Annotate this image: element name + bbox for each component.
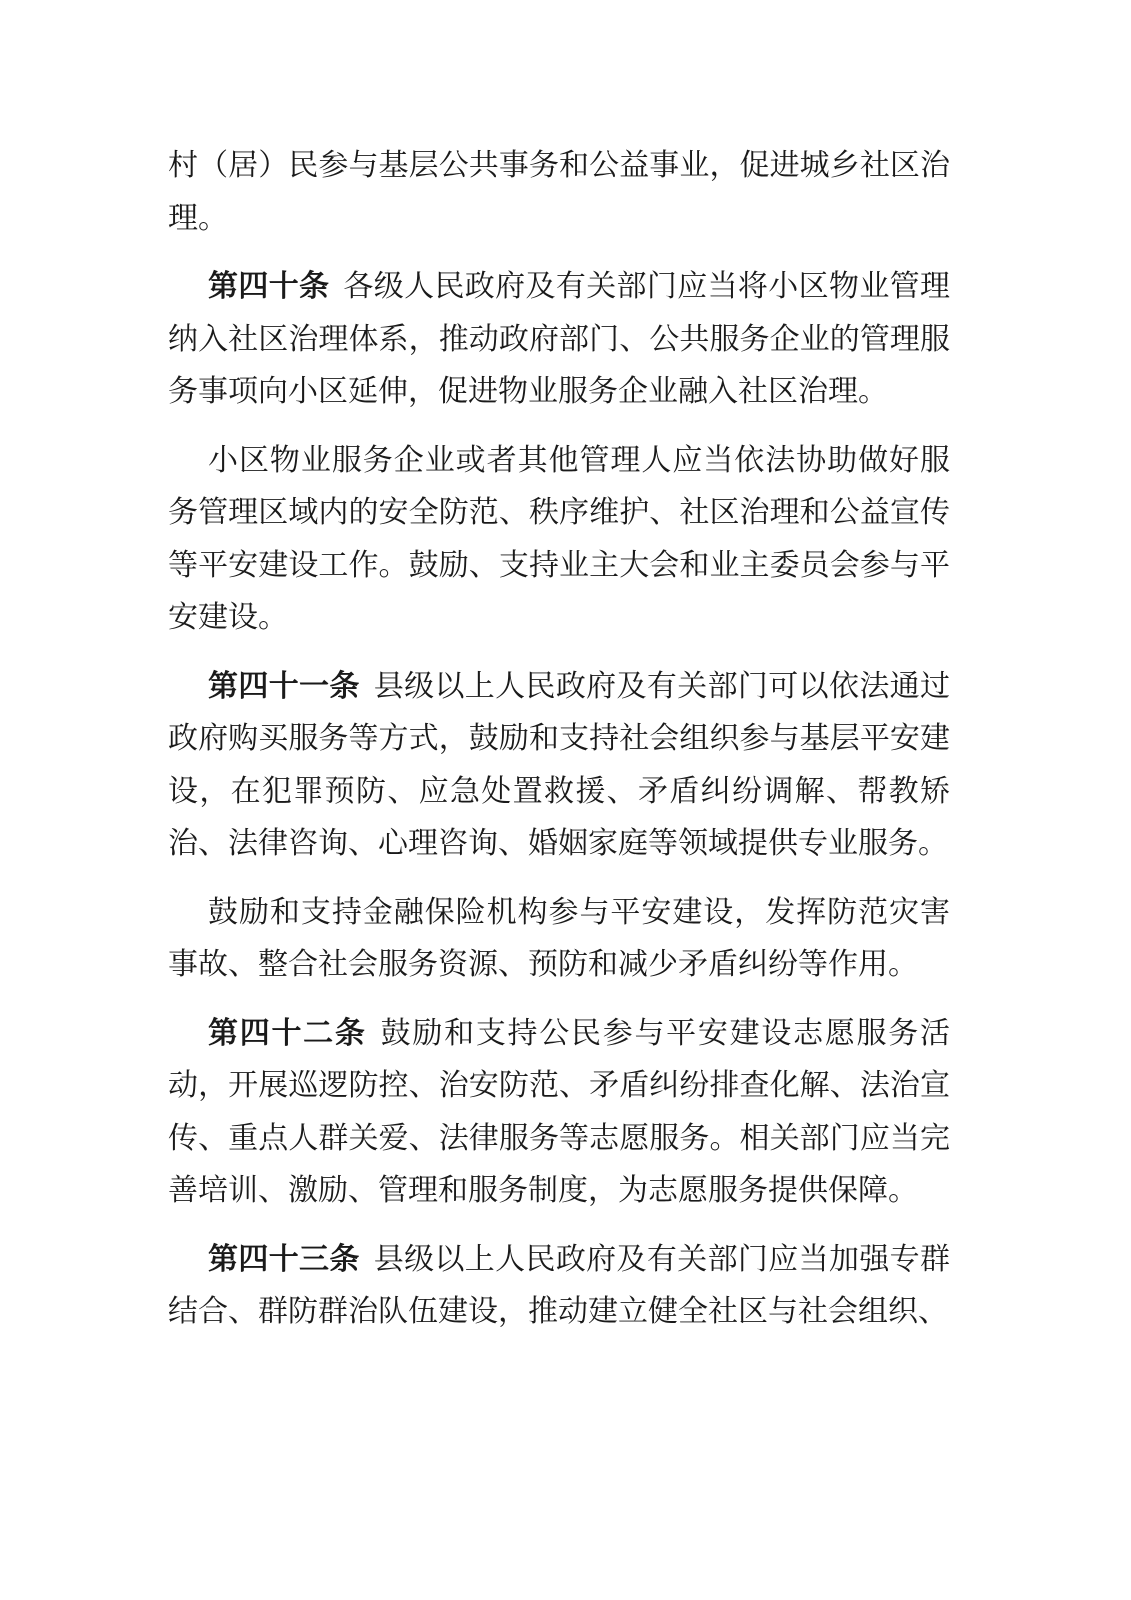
paragraph xyxy=(168,435,950,645)
article-42 xyxy=(168,1008,950,1218)
paragraph xyxy=(168,887,950,992)
article-40 xyxy=(168,261,950,419)
paragraph-text: 鼓励和支持金融保险机构参与平安建设，发挥防范灾害事故、整合社会服务资源、预防和减少矛盾纠纷等作用。 xyxy=(168,894,950,982)
paragraph-text: 小区物业服务企业或者其他管理人应当依法协助做好服务管理区域内的安全防范、秩序维护、社区治理和公益宣传等平安建设工作。鼓励、支持业主大会和业主委员会参与平安建设。 xyxy=(168,442,950,635)
article-number: 第四十二条 xyxy=(208,1015,367,1051)
article-number: 第四十一条 xyxy=(208,668,360,704)
document-page xyxy=(168,140,950,1355)
article-number: 第四十条 xyxy=(208,269,330,304)
paragraph-text: 村（居）民参与基层公共事务和公益事业，促进城乡社区治理。 xyxy=(168,148,950,236)
paragraph-text: 县级以上人民政府及有关部门应当加强专群结合、群防群治队伍建设，推动建立健全社区与社会组织、 xyxy=(168,1241,951,1329)
paragraph-text: 各级人民政府及有关部门应当将小区物业管理纳入社区治理体系，推动政府部门、公共服务企业的管理服务事项向小区延伸，促进物业服务企业融入社区治理。 xyxy=(168,269,951,409)
article-41 xyxy=(168,661,950,871)
article-43 xyxy=(168,1234,950,1339)
paragraph-text: 县级以上人民政府及有关部门可以依法通过政府购买服务等方式，鼓励和支持社会组织参与基层平安建设，在犯罪预防、应急处置救援、矛盾纠纷调解、帮教矫治、法律咨询、心理咨询、婚姻家庭等领域提供专业服务。 xyxy=(168,668,951,861)
article-number: 第四十三条 xyxy=(208,1241,360,1277)
paragraph-continuation xyxy=(168,140,950,245)
paragraph-text: 鼓励和支持公民参与平安建设志愿服务活动，开展巡逻防控、治安防范、矛盾纠纷排查化解、法治宣传、重点人群关爱、法律服务等志愿服务。相关部门应当完善培训、激励、管理和服务制度，为志愿服务提供保障。 xyxy=(168,1015,951,1208)
